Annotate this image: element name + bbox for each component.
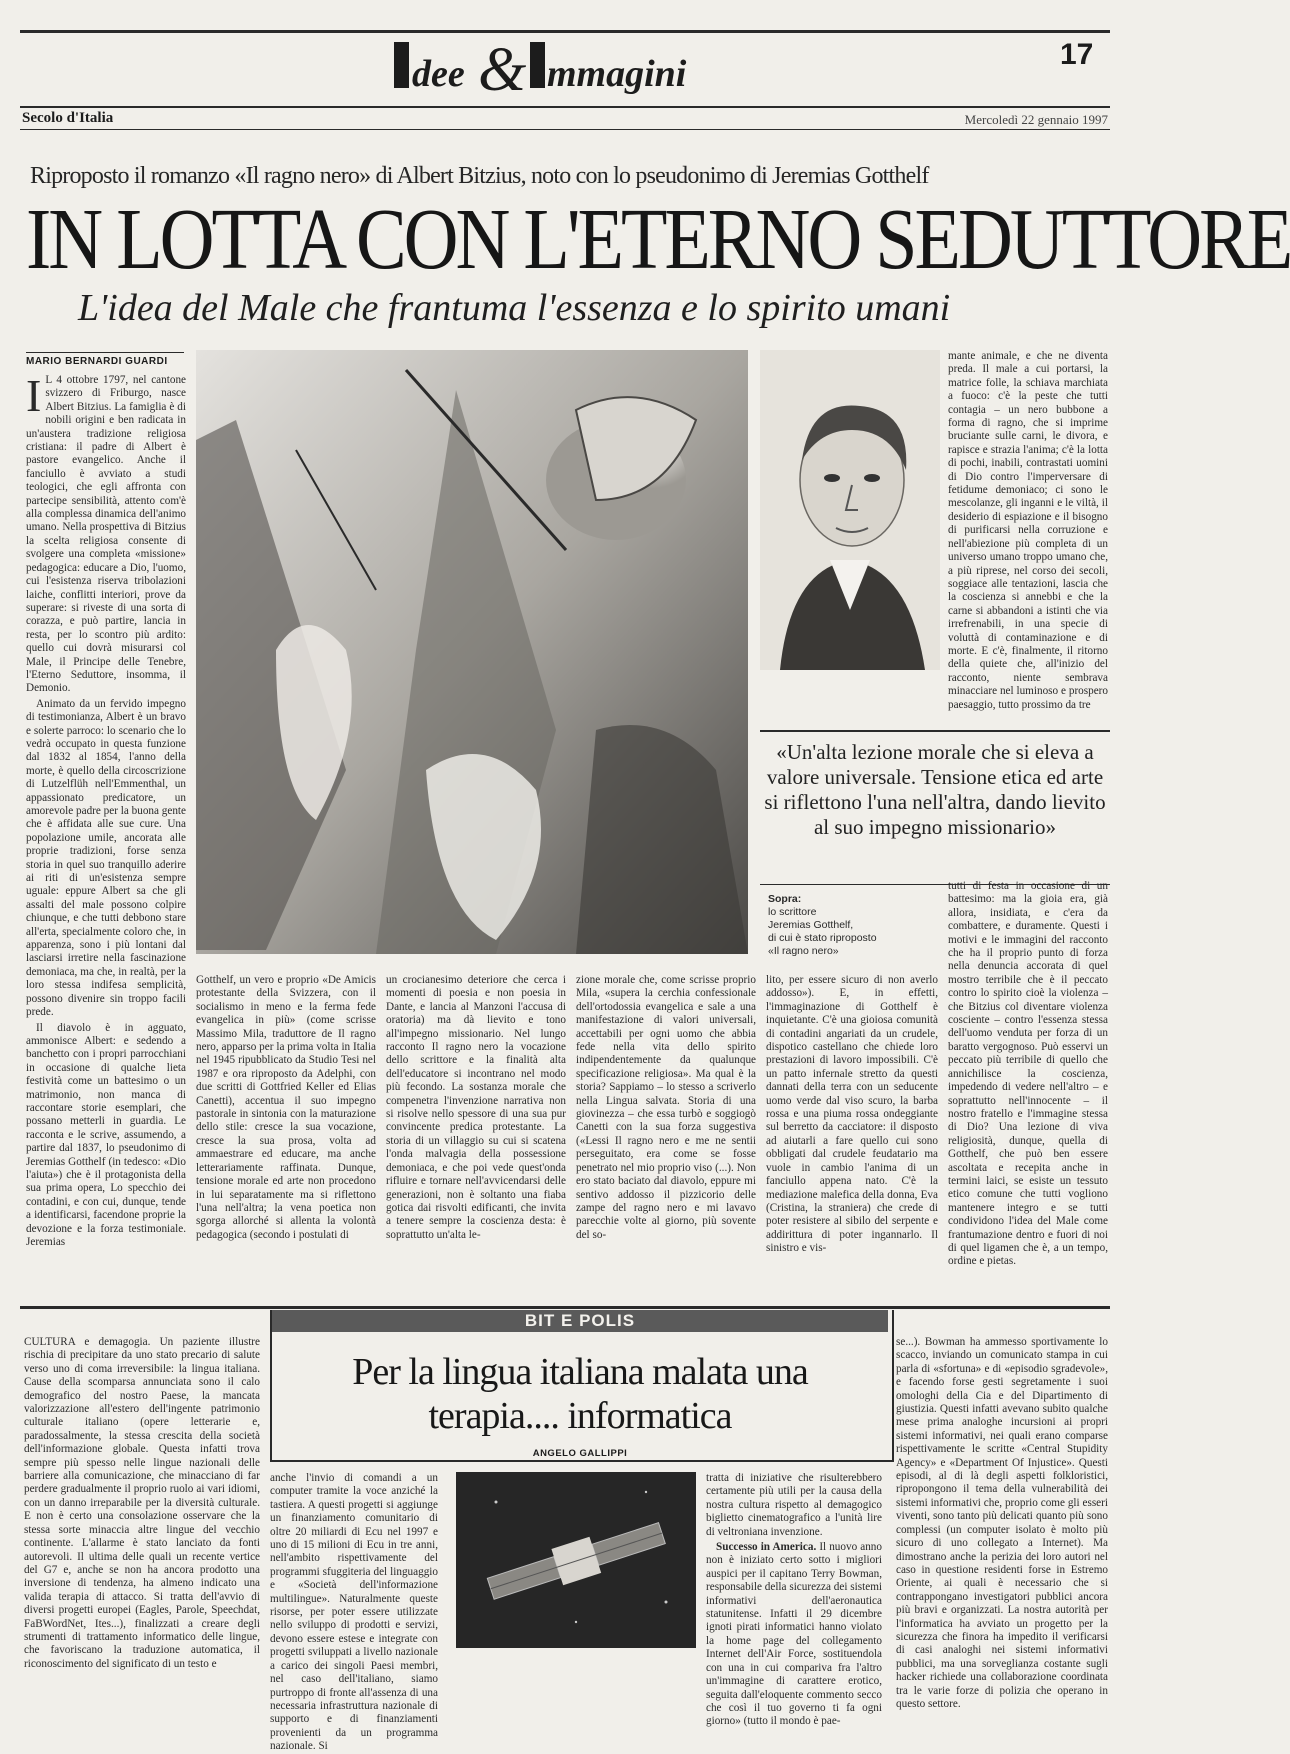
bottom-paragraph: Il nuovo anno non è iniziato certo sotto i migliori auspici per il capitano Terry Bowman, responsabile della sicurezza dei sistemi informativi dell'aeronautica statunitense. Infatti il 29 dicembre ignoti pirati informatici hanno violato la home page del collegamento Internet dell'Air Force, sostituendola con una in cui compariva fra l'altro un'immagine di carattere erotico, seguita dall'eloquente commento secco che così il tuo governo ti fa ogni giorno» (tutto il mondo è pae- [706,1541,882,1728]
svg-text:&: & [478,36,527,104]
article-paragraph: L 4 ottobre 1797, nel cantone svizzero di Friburgo, nasce Albert Bitzius. La famiglia è di nobili origini e ben radicata in un'austera tradizione religiosa cristiana: il padre di Albert è pastore evangelico. Anche il fanciullo è avviato a studi teologici, che egli affronta con partecipe sensibilità, attento com'è alla complessa dinamica dell'animo umano. Nella prospettiva di Bitzius la scelta religiosa consente di svolgere una completa «missione» pedagogica: educare a Dio, l'uomo, cui l'esistenza riserva tribolazioni laiche, conflitti interiori, prove da superare: si riveste di una sorta di corazza, e può partire, lancia in resta, per lo scontro più ardito: quello cui dovrà misurarsi col Male, il Principe delle Tenebre, l'Eterno Seduttore, insomma, il Demonio. [26,374,186,695]
section-title-logo [390,28,750,108]
issue-date: Mercoledì 22 gennaio 1997 [964,112,1108,127]
article-column-6-top: mante animale, e che ne diventa preda. Il male a cui portarsi, la matrice folle, la schiava marchiata a fuoco: c'è la peste che tutti contagia – un nero bubbone a forma di ragno, che si imprime bruciante sulle carni, le divora, e rapisce e strazia l'anima; c'è la lotta di pochi, inabili, contrastati uomini di Dio contro l'imperversare di fetidume demoniaco; ci sono le mescolanze, gli inganni e le viltà, il desiderio di espiazione e il bisogno di purificarsi nella corruzione e nell'abiezione più completa di un universo umano troppo umano che, a più riprese, nel corso dei secoli, soggiace alle tentazioni, lascia che la coscienza si annebbi e che la carne si abbandoni a istinti che via irrefrenabili, in una specie di voluttà di contaminazione e di morte. E c'è, finalmente, il ritorno della quiete che, all'inizio del racconto, niente sembrava minacciare nel luminoso e prospero paesaggio, tutto prossimo da tre [948,350,1108,711]
satellite-art [456,1472,696,1648]
svg-text:dee: dee [412,53,465,95]
satellite-photo [456,1472,696,1648]
bottom-author: ANGELO GALLIPPI [532,1448,628,1459]
article-kicker: Riproposto il romanzo «Il ragno nero» di Albert Bitzius, noto con lo pseudonimo di Jeremias Gotthelf [30,163,929,189]
svg-text:mmagini: mmagini [547,53,687,95]
article-column-6-bottom: tutti di festa in occasione di un battesimo: ma la gioia era, già allora, insidiata, e c'era da combattere, e duramente. Questi i motivi e le immagini del racconto che ha il proprio punto di forza nella denuncia accorata di quel mostro terribile che è il peccato contro lo spirito cioè la violenza – che Bitzius col diventare violenza cosciente – contro l'essenza stessa dell'uomo venduta per forza di un baratto vergognoso. Può esservi un peccato più terribile di quello che annichilisce la coscienza, impedendo di vedere nell'altro – e soprattutto nell'innocente – il nostro fratello e l'immagine stessa di Dio? Una lezione di viva religiosità, dunque, quella di Gotthelf, che può ben essere ascoltata e recepita anche in termini laici, se esiste un tessuto etico comune che tutti vogliono mantenere integro e se tutti condividono l'idea del Male come frantumazione dentro e fuori di noi di quel ligamen che è, a un tempo, ordine e pietas. [948,880,1108,1268]
bottom-section-rule [20,1306,1110,1309]
illustration-art [196,350,748,954]
caption-line: Jeremias Gotthelf, [768,919,854,931]
article-author: MARIO BERNARDI GUARDI [26,356,168,367]
bottom-column-4: se...). Bowman ha ammesso sportivamente lo scacco, inviando un comunicato stampa in cui parla di «sfortuna» e di «episodio sgradevole», e facendo forse gesti segretamente i suoi omologhi della Cia e del Dipartimento di giustizia. Questi infatti avevano subito qualche mese prima analoghe incursioni ai propri sistemi informativi, nei quali erano comparse rispettivamente le scritte «Central Stupidity Agency» e «Department Of Injustice». Questi episodi, al di là degli aspetti folkloristici, ripropongono il tema della vulnerabilità dei sistemi informativi che, proprio come gli esseri viventi, sono tanto più delicati quanto più sono complessi (un computer isolato è molto più sicuro di uno collegato a Internet). Ma dimostrano anche la perizia dei loro autori nel caso in questione residenti forse in Estremo Oriente, ai quali è necessario che si contrappongano investigatori pubblici ancora più bravi e organizzati. La nostra autorità per l'informatica ha avviato un progetto per la sicurezza che finora ha impedito il verificarsi di casi analoghi nei sistemi informativi pubblici, ma una sorveglianza costante sugli hacker richiede una collaborazione coordinata tra le varie forze di polizia che operano in questo settore. [896,1336,1108,1710]
header-rule [20,106,1110,108]
page-number: 17 [1060,38,1094,71]
caption-line: «Il ragno nero» [768,945,839,957]
caption-line: Sopra: [768,893,802,905]
main-illustration [196,350,748,954]
newspaper-name: Secolo d'Italia [22,110,114,126]
article-column-5: lito, per essere sicuro di non averlo addosso»). E, in effetti, l'immaginazione di Gotthelf è inquietante. C'è una gioiosa comunità di contadini angariati da un crudele, dispotico castellano che chiede loro prestazioni di lavoro impossibili. C'è un patto infernale stretto da questi dannati della terra con un seducente uomo verde dal viso scuro, la barba rossa e una piuma rossa ondeggiante sul berretto da cacciatore: il disposto ad aiutarli a fare quello cui sono obbligati dal crudele feudatario ma vuole in cambio l'anima di un fanciullo appena nato. C'è la mediazione malefica della donna, Eva (Cristina, la straniera) che crede di poter resistere al sibilo del serpente e addirittura di poter ingannarlo. Il sinistro e vis- [766,974,938,1255]
caption-line: lo scrittore [768,906,817,918]
pull-quote-rule-top [760,730,1110,732]
article-paragraph: Animato da un fervido impegno di testimonianza, Albert è un bravo e solerte parroco: lo scenario che lo vedrà occupato in questa funzione dal 1832 al 1854, l'anno della morte, è quello della circoscrizione di Lutzelflüh nell'Emmenthal, un appassionato predicatore, un amorevole padre per la buona gente che è affidata alle sue cure. Una popolazione umile, ancorata alle proprie tradizioni, forse senza storia in quel suo tranquillo aderire ai riti di un'esistenza sempre uguale: eppure Albert sa che gli assalti del male possono colpire chiunque, e che tutti debbono stare all'erta, specialmente coloro che, in apparenza, sono i più lontani dal lasciarsi irretire nella fascinazione demoniaca, ma che, in realtà, per la loro stessa indifesa semplicità, possono divenire sin troppo facili prede. [26,697,186,1019]
rubric-label: BIT E POLIS [524,1311,636,1330]
bottom-column-1 [24,1336,260,1746]
header-rule-bottom [20,129,1110,130]
bottom-paragraph: CULTURA e demagogia. Un paziente illustre rischia di precipitare da uno stato precario di salute verso uno di coma irreversibile: la lingua italiana. Cause della scomparsa annunciata sono il calo demografico del nostro Paese, la mancata valorizzazione all'estero dell'ingente patrimonio culturale italiano (opere letterarie e, paradossalmente, la stessa crescita della società dell'informazione globale. Questa infatti trova sempre più spesso nelle lingue nazionali delle barriere alla comunicazione, che minacciano di far perdere gradualmente il proprio ruolo ai vari idiomi, con un danno irreparabile per la diversità culturale. E non è certo una consolazione osservare che la stessa sorte minaccia altre lingue del vecchio continente. L'allarme è stato lanciato da fonti autorevoli. Il ultima delle quali un recente vertice del G7 e, anche se non ha ancora prodotto una inversione di tendenza, ha almeno indicato una valida terapia di attacco. Si tratta dell'avvio di diversi progetti europei (Eagles, Parole, Speechdat, FaBWordNet, Ites...), finalizzati a creare degli strumenti di trattamento informatico delle lingue, che favoriscano la traduzione automatica, il riconoscimento del significato di un testo e [24,1336,260,1670]
article-headline: IN LOTTA CON L'ETERNO SEDUTTORE [26,191,1290,288]
bottom-headline: Per la lingua italiana malata una terapia.... informatica [352,1351,808,1437]
portrait-art [760,350,940,670]
author-portrait [760,350,940,670]
bottom-paragraph: tratta di iniziative che risulterebbero certamente più utili per la causa della nostra cultura rispetto al demagogico biglietto cinematografico a l'unità lire di veltroniana invenzione. [706,1472,882,1538]
article-column-4: zione morale che, come scrisse proprio Mila, «supera la cerchia confessionale dell'ortodossia evangelica e sale a una manifestazione di valori universali, accettabili per ogni uomo che abbia fede nella vita dello spirito indipendentemente da qualunque specificazione religiosa». Ma qual è la storia? Sappiamo – lo stesso a scriverlo nella Lingua salvata. Storia di una giovinezza – che essa turbò e soggiogò Canetti con la sua forza suggestiva («Lessi Il ragno nero e me ne sentii perseguitato, era come se fosse penetrato nel mio proprio viso (...). Non ero stato baciato dal diavolo, eppure mi sentivo addosso il pizzicorio delle zampe del ragno nero e mi lavavo parecchie volte al giorno, più sovente del so- [576,974,756,1241]
bottom-column-3 [706,1472,882,1746]
article-column-2: Gotthelf, un vero e proprio «De Amicis protestante della Svizzera, con il socialismo in meno e la ferma fede evangelica in più» (come scrisse Massimo Mila, traduttore de Il ragno nero, apparso per la prima volta in Italia nel 1945 ripubblicato da Studio Tesi nel 1987 e ora riproposto da Adelphi, con due scritti di Gottfried Keller ed Elias Canetti), accentua il suo impegno pastorale in sintonia con la maturazione dello stile: cresce la sua vocazione, cresce la sua prosa, volta ad ammaestrare ed educare, ma anche letterariamente raffinata. Dunque, tensione morale ed arte non procedono in lui separatamente ma si riflettono l'una nell'altra; la vena poetica non sgorga allorché si allenta la volontà pedagogica (secondo i postulati di [196,974,376,1241]
photo-caption [768,893,938,958]
pull-quote: «Un'alta lezione morale che si eleva a valore universale. Tensione etica ed arte si riflettono l'una nell'altra, dando lievito al suo impegno missionario» [764,740,1106,839]
bottom-column-2: anche l'invio di comandi a un computer tramite la voce anziché la tastiera. A questi progetti si aggiunge un finanziamento comunitario di oltre 20 miliardi di Ecu nel 1997 e uno di 15 milioni di Ecu in tre anni, nell'ambito rispettivamente del programmi sfuggiteria del linguaggio e «Società dell'informazione multilingue». Naturalmente queste risorse, per poter essere utilizzate nello sviluppo di prodotti e servizi, devono essere estese e integrate con progetti sviluppati a livello nazionale a carico dei singoli Paesi membri, nel caso dell'italiano, siamo purtroppo di fronte all'assenza di una necessaria infrastruttura nazionale di supporto e di finanziamenti provenienti da un programma nazionale. Si [270,1472,438,1753]
article-subheadline: L'idea del Male che frantuma l'essenza e lo spirito umani [78,287,951,329]
article-paragraph: Il diavolo è in agguato, ammonisce Albert: e sedendo a banchetto con i propri parrocchiani in occasione di qualche lieta festività come un battesimo o un matrimonio, non manca di raccontare storie esemplari, che possano metterli in guardia. Le racconta e le scrive, assumendo, a partire dal 1837, lo pseudonimo di Jeremias Gotthelf (in tedesco: «Dio l'aiuta») che è il protagonista della sua prima opera, Lo specchio dei contadini, e con cui, dunque, tende a identificarsi, facendone proprie la devozione e la forza testimoniale. Jeremias [26,1021,186,1248]
article-column-3: un crocianesimo deteriore che cerca i momenti di poesia e non poesia in Dante, e lancia al Manzoni l'accusa di oratoria) ma dà lievito e tono all'impegno missionario. Nel lungo racconto Il ragno nero la vocazione dello scrittore e la finalità alta dell'educatore si incontrano nel modo più fecondo. La sostanza morale che compenetra l'invenzione narrativa non si risolve nello spessore di una sua pur convincente predica protestante. La storia di un villaggio su cui si scatena l'onda malvagia della possessione demoniaca, e che poi vede quest'onda rifluire e tornare nell'avvicendarsi delle generazioni, non è soltanto una fiaba gotica dai risvolti edificanti, che invita a tenere sempre la coscienza desta: è soprattutto un'alta le- [386,974,566,1241]
author-rule [26,352,184,353]
caption-line: di cui è stato riproposto [768,932,877,944]
bottom-subhead: Successo in America. [716,1541,817,1554]
article-column-1 [26,370,186,1500]
drop-cap: I [26,370,42,421]
section-title [390,28,750,108]
